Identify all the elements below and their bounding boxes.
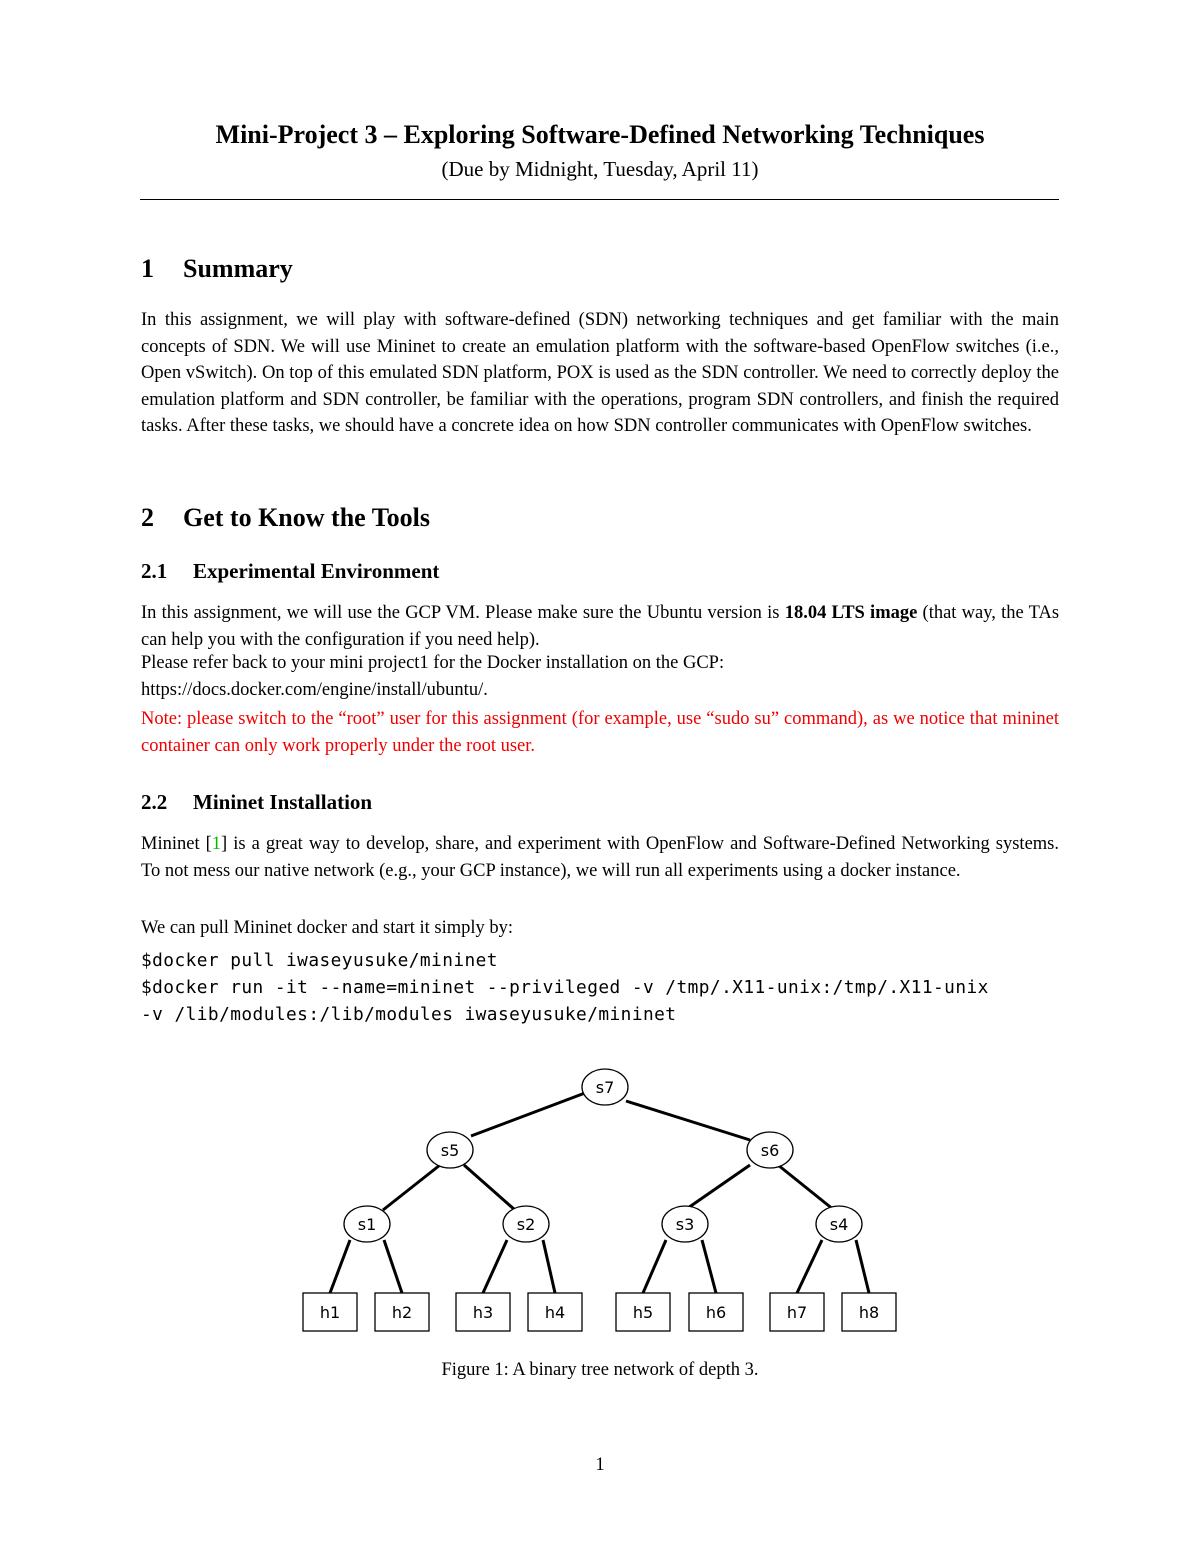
edge-s3-h6: [702, 1240, 716, 1293]
environment-text-post: (that way, the TAs can help you with the configuration if you need help).: [141, 603, 1060, 650]
environment-text-pre: In this assignment, we will use the GCP VM. Please make sure the Ubuntu version is: [141, 603, 780, 623]
node-label-h8: h8: [858, 1303, 880, 1322]
edge-s6-s4: [778, 1165, 834, 1210]
edge-s3-h5: [643, 1240, 666, 1293]
node-label-h3: h3: [472, 1303, 494, 1322]
edge-s7-s6: [626, 1101, 750, 1140]
due-date: (Due by Midnight, Tuesday, April 11): [441, 157, 759, 181]
title-divider: [140, 199, 1059, 200]
node-label-s1: s1: [357, 1215, 377, 1234]
edge-s1-h1: [330, 1240, 350, 1293]
node-label-s3: s3: [675, 1215, 695, 1234]
edge-s5-s1: [383, 1165, 440, 1210]
edge-s5-s2: [464, 1165, 515, 1210]
node-label-s7: s7: [595, 1078, 615, 1097]
edge-s7-s5: [471, 1093, 585, 1136]
section-2-number: 2: [141, 503, 154, 532]
mininet-paragraph: [141, 831, 1059, 884]
edge-s2-h4: [543, 1240, 555, 1293]
edge-s6-s3: [685, 1165, 750, 1210]
code-line-1: $docker pull iwaseyusuke/mininet: [141, 950, 498, 971]
node-label-s4: s4: [829, 1215, 849, 1234]
node-label-s6: s6: [760, 1141, 780, 1160]
edge-s1-h2: [384, 1240, 402, 1293]
node-label-h5: h5: [632, 1303, 654, 1322]
root-user-note: Note: please switch to the “root” user for this assignment (for example, use “sudo su” command), as we notice that mininet container can only work properly under the root user.: [141, 709, 1059, 756]
section-2-2-heading: [141, 790, 372, 815]
mininet-text-post: ] is a great way to develop, share, and experiment with OpenFlow and Software-Defined Networking systems. To not mess our native network (e.g., your GCP instance), we will run all experiments using a docker instance.: [141, 834, 1059, 881]
docker-reference-line: Please refer back to your mini project1 for the Docker installation on the GCP:: [141, 653, 725, 673]
edge-s4-h8: [856, 1240, 869, 1293]
section-2-1-heading: [141, 559, 439, 584]
edge-s2-h3: [483, 1240, 507, 1293]
code-line-2: $docker run -it --name=mininet --privileged -v /tmp/.X11-unix:/tmp/.X11-unix: [141, 977, 989, 998]
node-label-h1: h1: [319, 1303, 341, 1322]
docker-install-url: https://docs.docker.com/engine/install/ubuntu/.: [141, 680, 488, 700]
summary-paragraph: In this assignment, we will play with software-defined (SDN) networking techniques and get familiar with the main concepts of SDN. We will use Mininet to create an emulation platform with the software-based OpenFlow switches (i.e., Open vSwitch). On top of this emulated SDN platform, POX is used as the SDN controller. We need to correctly deploy the emulation platform and SDN controller, be familiar with the operations, program SDN controllers, and finish the required tasks. After these tasks, we should have a concrete idea on how SDN controller communicates with OpenFlow switches.: [141, 310, 1059, 437]
section-2-1-number: 2.1: [141, 559, 168, 583]
figure-caption: Figure 1: A binary tree network of depth 3.: [441, 1360, 759, 1380]
binary-tree-figure: [0, 1060, 1200, 1340]
node-label-s2: s2: [516, 1215, 536, 1234]
section-2-2-title: Mininet Installation: [193, 790, 373, 814]
pull-intro-line: We can pull Mininet docker and start it simply by:: [141, 918, 514, 938]
section-2-title: Get to Know the Tools: [183, 503, 431, 532]
section-2-2-number: 2.2: [141, 790, 168, 814]
node-label-h2: h2: [391, 1303, 413, 1322]
citation-link[interactable]: 1: [211, 834, 222, 854]
edge-s4-h7: [797, 1240, 822, 1293]
node-label-s5: s5: [440, 1141, 460, 1160]
node-label-h6: h6: [705, 1303, 727, 1322]
environment-paragraph: [141, 600, 1059, 653]
section-1-title: Summary: [183, 254, 293, 283]
mininet-text-pre: Mininet [: [141, 834, 212, 854]
section-2-1-title: Experimental Environment: [193, 559, 440, 583]
code-line-3: -v /lib/modules:/lib/modules iwaseyusuke/mininet: [141, 1004, 677, 1025]
ubuntu-version-bold: 18.04 LTS image: [784, 603, 918, 623]
node-label-h7: h7: [786, 1303, 808, 1322]
section-1-number: 1: [141, 254, 154, 283]
section-1-heading: [141, 254, 293, 284]
node-label-h4: h4: [544, 1303, 566, 1322]
page-number: 1: [595, 1455, 605, 1475]
page-title: Mini-Project 3 – Exploring Software-Defined Networking Techniques: [215, 120, 985, 149]
tree-edges: [330, 1093, 869, 1293]
section-2-heading: [141, 503, 430, 533]
